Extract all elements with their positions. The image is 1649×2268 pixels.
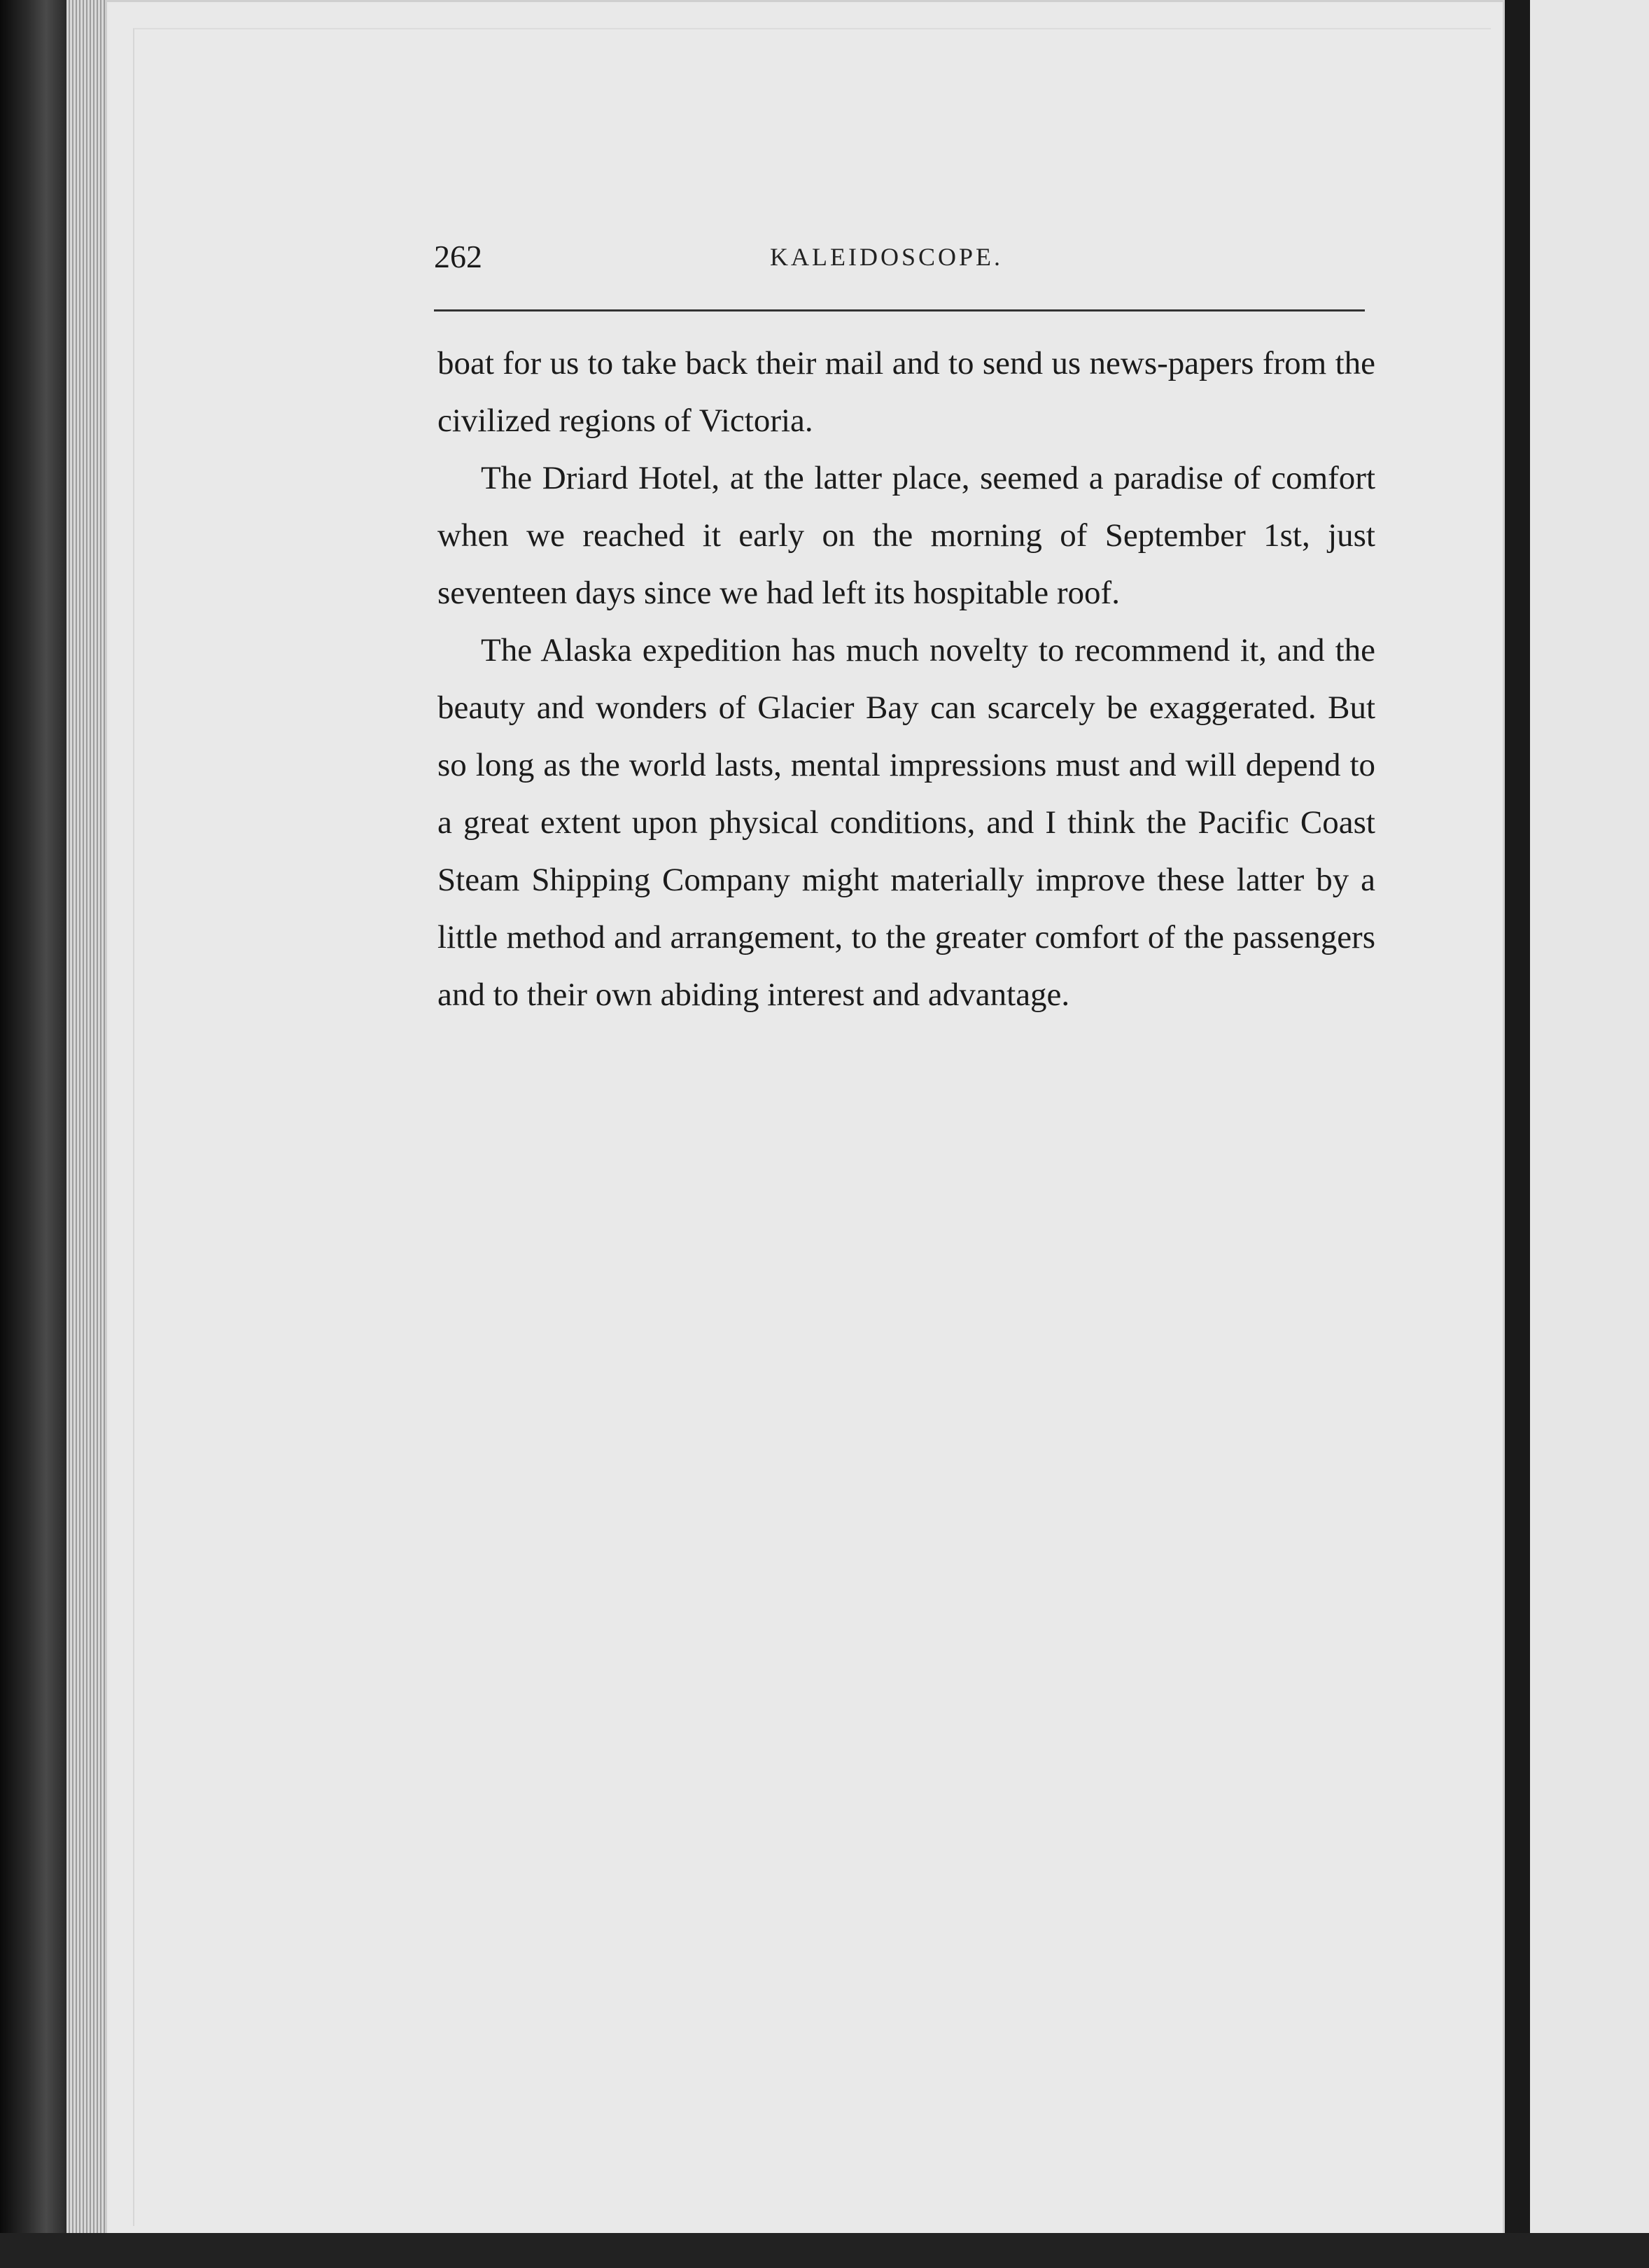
- running-head: [434, 238, 1365, 280]
- body-text: [437, 335, 1375, 1023]
- paragraph-driard-hotel: The Driard Hotel, at the latter place, seemed a paradise of comfort when we reached it early on the morning of September 1st, just seventeen days since we had left its hospitable roof.: [437, 460, 1375, 611]
- book-spine: [0, 0, 77, 2268]
- scan-bottom-edge: [0, 2233, 1649, 2268]
- page-number: 262: [434, 239, 482, 274]
- header-rule: [434, 309, 1365, 312]
- paragraph-continued: boat for us to take back their mail and to send us news-papers from the civilized regions of Victoria.: [437, 345, 1375, 439]
- paragraph-alaska-expedition: The Alaska expedition has much novelty to recommend it, and the beauty and wonders of Glacier Bay can scarcely be exaggerated. But so long as the world lasts, mental impressions must and will depend to a great extent upon physical conditions, and I think the Pacific Coast Steam Shipping Company might materially improve these latter by a little method and arrangement, to the greater comfort of the passengers and to their own abiding interest and advantage.: [437, 632, 1375, 1013]
- page-edges: [66, 0, 108, 2268]
- facing-page-edge: [1530, 0, 1649, 2268]
- running-title: KALEIDOSCOPE.: [770, 243, 1004, 271]
